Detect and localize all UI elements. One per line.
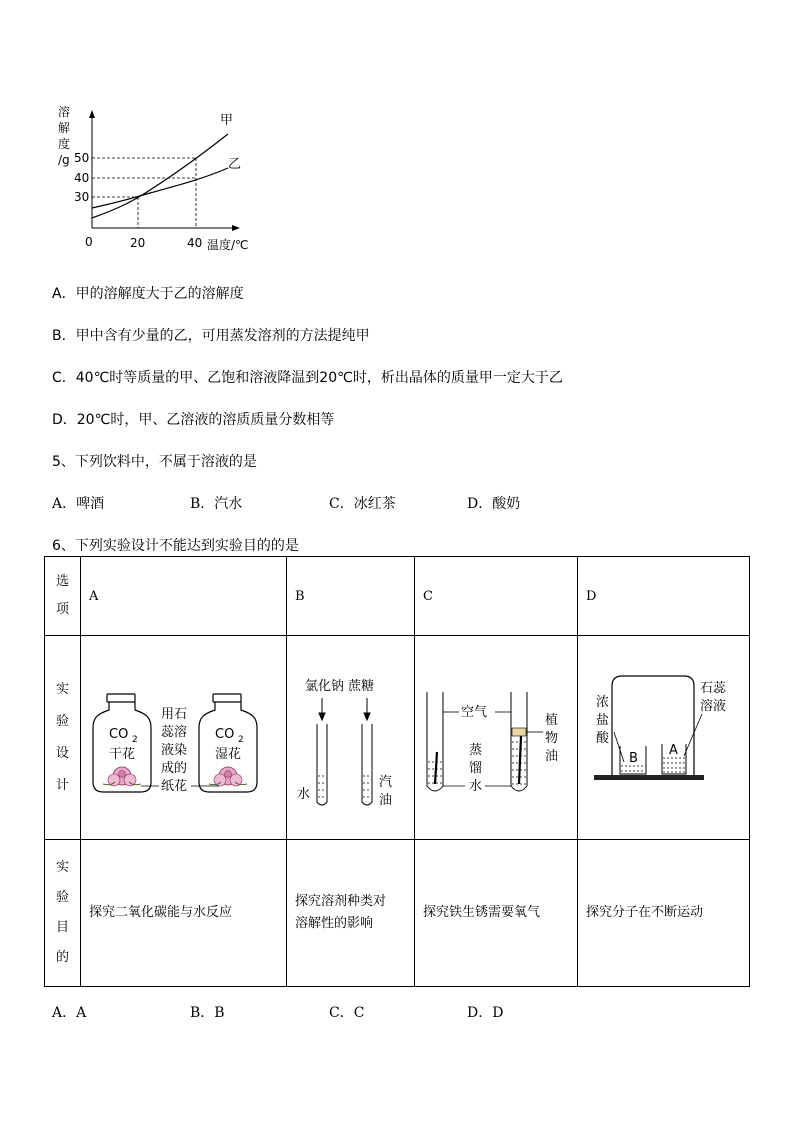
x-axis-label: 温度/℃: [207, 238, 249, 252]
jar-left-sub: 2: [132, 735, 138, 745]
label-litmus: 石蕊: [700, 681, 727, 696]
q5-option: D．酸奶: [467, 496, 521, 512]
label-hcl: 浓: [596, 695, 610, 710]
q4-option-d: D．20℃时，甲、乙溶液的溶质质量分数相等: [52, 412, 335, 428]
oil-layer: [512, 728, 526, 736]
leader-line: [614, 732, 624, 762]
label-oil: 植: [545, 713, 559, 728]
q6-option: A．A: [52, 1005, 87, 1021]
solubility-chart: [50, 100, 270, 260]
label-oil: 物: [545, 731, 559, 746]
x-axis-arrow: [232, 225, 240, 231]
x-tick-label: 20: [130, 236, 146, 250]
table-row: [45, 557, 750, 636]
y-tick-label: 50: [74, 151, 90, 165]
ylabel-char: /g: [58, 153, 70, 167]
q6-stem: 6、下列实验设计不能达到实验目的的是: [52, 538, 299, 554]
diagram-b-left-label: 水: [297, 787, 311, 802]
label-water: 馏: [469, 761, 483, 776]
diagram-b: [287, 636, 415, 835]
row-header-purpose: 实 验 目 的: [45, 840, 81, 987]
table-row: [45, 636, 750, 840]
middle-label-line: 纸花: [161, 779, 188, 794]
label-hcl: 酸: [596, 731, 610, 746]
q4-option-b: B．甲中含有少量的乙，可用蒸发溶剂的方法提纯甲: [52, 328, 370, 344]
x-tick-label: 40: [187, 236, 203, 250]
purpose-d: 探究分子在不断运动: [578, 840, 750, 987]
beaker-b-label: B: [629, 751, 638, 766]
diagram-d-cell: [578, 636, 750, 840]
ylabel-char: 溶: [58, 105, 71, 119]
table-row: [45, 840, 750, 987]
curve-yi: [92, 168, 228, 208]
q5-stem: 5、下列饮料中，不属于溶液的是: [52, 454, 257, 470]
experiment-table: [44, 556, 750, 987]
liquid: [318, 776, 371, 797]
ylabel-char: 度: [58, 137, 71, 151]
q5-option: A．啤酒: [52, 496, 105, 512]
row-header-design: 实 验 设 计: [45, 636, 81, 840]
label-water: 水: [469, 779, 483, 794]
label-water: 蒸: [469, 743, 483, 758]
x-tick-label: 0: [85, 235, 93, 249]
diagram-c: [415, 636, 578, 835]
middle-label-line: 液染: [161, 743, 188, 758]
purpose-a: 探究二氧化碳能与水反应: [81, 840, 287, 987]
middle-label-line: 用石: [161, 707, 188, 722]
diagram-c-cell: [415, 636, 578, 840]
test-tube: [317, 724, 372, 805]
option-letter-b: B: [287, 557, 415, 636]
bell-jar: [612, 676, 694, 776]
jar-left-label: 干花: [109, 747, 136, 762]
q4-option-a: A．甲的溶解度大于乙的溶解度: [52, 286, 244, 302]
diagram-b-right-label: 油: [379, 793, 393, 808]
flower-icon: [103, 767, 141, 786]
diagram-a-cell: [81, 636, 287, 840]
q4-option-c: C．40℃时等质量的甲、乙饱和溶液降温到20℃时，析出晶体的质量甲一定大于乙: [52, 370, 563, 386]
y-tick-label: 30: [74, 190, 90, 204]
y-axis-arrow: [89, 110, 95, 118]
guide-lines: [92, 158, 196, 228]
q6-option: C．C: [329, 1005, 365, 1021]
series-label-jia: 甲: [220, 113, 234, 128]
beaker-a-label: A: [669, 743, 678, 758]
diagram-d: [578, 636, 750, 835]
row-header-option: 选 项: [45, 557, 81, 636]
purpose-c: 探究铁生锈需要氧气: [415, 840, 578, 987]
label-litmus: 溶液: [700, 699, 727, 714]
jar-right-sub: 2: [238, 735, 244, 745]
q5-option: C．冰红茶: [329, 496, 396, 512]
label-hcl: 盐: [596, 713, 610, 728]
middle-label-line: 蕊溶: [161, 725, 188, 740]
purpose-b: 探究溶剂种类对 溶解性的影响: [287, 840, 415, 987]
diagram-b-top-label: 氯化钠 蔗糖: [305, 679, 375, 694]
jar-right-co: CO: [215, 727, 235, 742]
option-letter-d: D: [578, 557, 750, 636]
flower-icon: [209, 767, 247, 786]
middle-label-line: 成的: [161, 761, 188, 776]
leader-line: [684, 714, 702, 756]
label-air: 空气: [461, 705, 488, 720]
jar-left-co: CO: [109, 727, 129, 742]
diagram-a: [81, 636, 287, 835]
y-tick-label: 40: [74, 171, 90, 185]
option-letter-c: C: [415, 557, 578, 636]
q6-option: B．B: [190, 1005, 225, 1021]
option-letter-a: A: [81, 557, 287, 636]
arrow-down-icon: [319, 698, 370, 720]
q5-option: B．汽水: [190, 496, 243, 512]
jar-right-label: 湿花: [215, 747, 242, 762]
base-plate: [594, 775, 704, 780]
diagram-b-right-label: 汽: [379, 775, 393, 790]
series-label-yi: 乙: [228, 157, 242, 172]
label-oil: 油: [545, 749, 559, 764]
ylabel-char: 解: [58, 121, 71, 135]
q6-option: D．D: [467, 1005, 504, 1021]
diagram-b-cell: [287, 636, 415, 840]
